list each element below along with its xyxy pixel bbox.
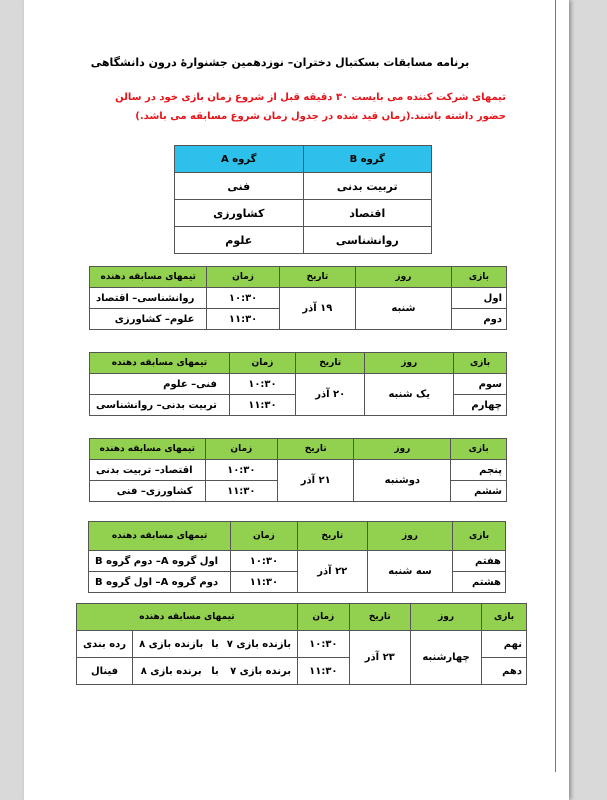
header-time: زمان [229,353,295,374]
game-number: نهم [482,631,527,658]
match-label: فینال [77,658,133,685]
group-a-team: فنی [175,173,304,200]
match-team-a: برنده بازی ۷ [221,658,298,685]
match-vs: با [209,658,221,685]
match-teams: کشاورزی– فنی [90,481,206,502]
header-game: بازی [454,353,507,374]
game-number: اول [451,288,506,309]
header-day: روز [365,353,454,374]
match-time: ۱۰:۳۰ [229,374,295,395]
match-teams: تربیت بدنی– روانشناسی [90,395,230,416]
match-day: شنبه [355,288,451,330]
final-schedule-table [76,603,527,685]
page-title: برنامه مسابقات بسکتبال دختران– نوزدهمین جشنوارۀ درون دانشگاهی [90,56,470,69]
group-a-team: علوم [175,227,304,254]
notice-text: تیمهای شرکت کننده می بایست ۳۰ دقیقه قبل از شروع زمان بازی خود در سالن حضور داشته باشند.(زمان قید شده در جدول زمان شروع مسابقه می باشد.) [115,92,506,122]
header-date: تاریخ [278,439,354,460]
match-teams: روانشناسی– اقتصاد [90,288,207,309]
match-date: ۲۳ آذر [349,631,410,685]
match-teams: فنی– علوم [90,374,230,395]
match-vs: با [209,631,221,658]
header-date: تاریخ [297,522,367,551]
match-team-b: برنده بازی ۸ [133,658,210,685]
match-day: سه شنبه [367,551,452,593]
game-number: ششم [451,481,507,502]
schedule-table [89,438,507,502]
match-time: ۱۱:۳۰ [207,309,279,330]
group-b-team: تربیت بدنی [303,173,432,200]
match-time: ۱۱:۳۰ [298,658,350,685]
game-number: دوم [451,309,506,330]
group-b-team: اقتصاد [303,200,432,227]
header-time: زمان [298,604,350,631]
game-number: هفتم [453,551,506,572]
header-teams: تیمهای مسابقه دهنده [90,439,206,460]
header-teams: تیمهای مسابقه دهنده [89,522,231,551]
group-a-header: گروه A [175,146,304,173]
header-game: بازی [451,267,506,288]
group-a-team: کشاورزی [175,200,304,227]
header-teams: تیمهای مسابقه دهنده [77,604,298,631]
header-day: روز [354,439,451,460]
match-teams: دوم گروه A– اول گروه B [89,572,231,593]
game-number: سوم [454,374,507,395]
header-date: تاریخ [349,604,410,631]
match-time: ۱۱:۳۰ [231,572,298,593]
match-date: ۲۰ آذر [295,374,364,416]
match-teams: اول گروه A– دوم گروه B [89,551,231,572]
match-date: ۲۱ آذر [278,460,354,502]
schedule-table [89,266,507,330]
header-time: زمان [231,522,298,551]
match-time: ۱۰:۳۰ [298,631,350,658]
match-day: دوشنبه [354,460,451,502]
match-time: ۱۰:۳۰ [207,288,279,309]
game-number: پنجم [451,460,507,481]
page-border [555,0,556,772]
match-date: ۲۲ آذر [297,551,367,593]
header-time: زمان [207,267,279,288]
match-team-a: بازنده بازی ۷ [221,631,298,658]
header-teams: تیمهای مسابقه دهنده [90,267,207,288]
header-game: بازی [453,522,506,551]
schedule-table [88,521,506,593]
match-time: ۱۰:۳۰ [205,460,278,481]
match-day: چهارشنبه [410,631,481,685]
game-number: دهم [482,658,527,685]
match-teams: علوم– کشاورزی [90,309,207,330]
match-time: ۱۰:۳۰ [231,551,298,572]
header-date: تاریخ [279,267,355,288]
game-number: چهارم [454,395,507,416]
header-day: روز [355,267,451,288]
group-b-team: روانشناسی [303,227,432,254]
header-date: تاریخ [295,353,364,374]
match-time: ۱۱:۳۰ [229,395,295,416]
header-day: روز [367,522,452,551]
match-day: یک شنبه [365,374,454,416]
match-label: رده بندی [77,631,133,658]
groups-table [174,145,432,254]
header-day: روز [410,604,481,631]
game-number: هشتم [453,572,506,593]
group-b-header: گروه B [303,146,432,173]
header-teams: تیمهای مسابقه دهنده [90,353,230,374]
schedule-table [89,352,507,416]
match-teams: اقتصاد– تربیت بدنی [90,460,206,481]
match-team-b: بازنده بازی ۸ [133,631,210,658]
match-time: ۱۱:۳۰ [205,481,278,502]
header-game: بازی [482,604,527,631]
header-game: بازی [451,439,507,460]
match-date: ۱۹ آذر [279,288,355,330]
header-time: زمان [205,439,278,460]
